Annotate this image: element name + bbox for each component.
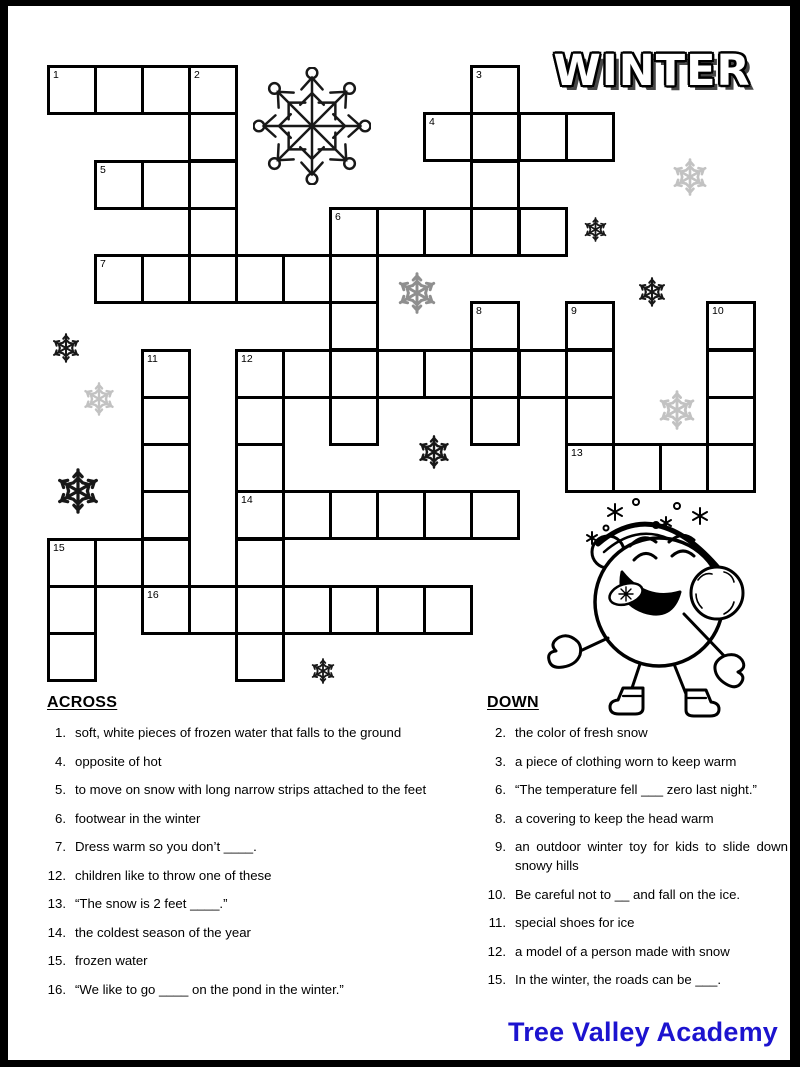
clue-text: soft, white pieces of frozen water that falls to the ground	[75, 725, 402, 740]
clue-number: 6.	[55, 810, 66, 826]
grid-cell[interactable]	[235, 443, 285, 493]
clue-number: 12.	[47, 867, 66, 883]
grid-cell[interactable]	[188, 112, 238, 162]
clue-number: 14.	[47, 924, 66, 940]
clue-text: In the winter, the roads can be ___.	[515, 972, 722, 987]
clue-item	[480, 885, 788, 904]
grid-cell[interactable]	[94, 65, 144, 115]
across-clue-list	[40, 723, 468, 999]
grid-cell[interactable]	[235, 490, 285, 540]
clue-number: 11.	[488, 915, 506, 930]
grid-cell[interactable]	[188, 207, 238, 257]
grid-cell[interactable]	[470, 112, 520, 162]
clue-item	[480, 809, 788, 828]
clue-text: special shoes for ice	[515, 915, 635, 930]
clue-text: the color of fresh snow	[515, 725, 648, 740]
page-title: WINTER	[553, 46, 751, 96]
down-clues-section	[480, 694, 788, 999]
grid-cell[interactable]	[282, 254, 332, 304]
clue-text: a model of a person made with snow	[515, 943, 730, 959]
grid-cell[interactable]	[423, 207, 473, 257]
grid-cell[interactable]	[376, 207, 426, 257]
clue-number: 13.	[47, 896, 66, 911]
grid-cell[interactable]	[235, 396, 285, 446]
grid-cell[interactable]	[329, 207, 379, 257]
cell-number: 13	[571, 447, 583, 459]
grid-cell[interactable]	[329, 490, 379, 540]
grid-cell[interactable]	[470, 160, 520, 210]
left-mitten-icon	[549, 636, 581, 668]
grid-cell[interactable]	[188, 160, 238, 210]
clue-text: “We like to go ____ on the pond in the winter.”	[75, 981, 344, 997]
clue-number: 16.	[47, 981, 66, 997]
grid-cell[interactable]	[706, 443, 756, 493]
snowflake-icon	[396, 272, 438, 314]
cell-number: 8	[476, 305, 482, 317]
clue-number: 8.	[495, 810, 506, 826]
clue-item	[40, 951, 468, 970]
grid-cell[interactable]	[141, 443, 191, 493]
grid-cell[interactable]	[188, 585, 238, 635]
clue-text: Dress warm so you don’t ____.	[75, 839, 257, 854]
clue-item	[40, 780, 468, 799]
clue-item	[40, 894, 468, 913]
clue-number: 15.	[487, 972, 506, 987]
clue-text: children like to throw one of these	[75, 867, 272, 883]
clue-number: 9.	[495, 839, 506, 854]
grid-cell[interactable]	[423, 349, 473, 399]
grid-cell[interactable]	[47, 65, 97, 115]
grid-cell[interactable]	[329, 396, 379, 446]
snowflake-icon	[657, 390, 697, 430]
grid-cell[interactable]	[423, 490, 473, 540]
grid-cell[interactable]	[518, 207, 568, 257]
clue-text: “The snow is 2 feet ____.”	[75, 896, 228, 911]
clue-item	[480, 837, 788, 875]
grid-cell[interactable]	[470, 301, 520, 351]
snowflake-icon	[310, 658, 336, 684]
grid-cell[interactable]	[94, 538, 144, 588]
grid-cell[interactable]	[188, 65, 238, 115]
snowflake-icon	[417, 435, 451, 469]
cell-number: 1	[53, 69, 59, 81]
grid-cell[interactable]	[470, 349, 520, 399]
grid-cell[interactable]	[235, 632, 285, 682]
grid-cell[interactable]	[518, 112, 568, 162]
grid-cell[interactable]	[141, 490, 191, 540]
snowflake-icon	[253, 67, 371, 185]
grid-cell[interactable]	[47, 538, 97, 588]
clue-number: 1.	[55, 725, 66, 740]
clue-text: opposite of hot	[75, 753, 162, 769]
grid-cell[interactable]	[329, 585, 379, 635]
right-mitten-icon	[715, 655, 744, 687]
grid-cell[interactable]	[470, 65, 520, 115]
clue-item	[480, 752, 788, 771]
clue-text: an outdoor winter toy for kids to slide down snowy hills	[515, 839, 788, 873]
grid-cell[interactable]	[376, 585, 426, 635]
grid-cell[interactable]	[329, 349, 379, 399]
clue-item	[40, 837, 468, 856]
snowflake-icon	[55, 468, 101, 514]
grid-cell[interactable]	[188, 254, 238, 304]
clue-item	[40, 866, 468, 885]
brand-text: Tree Valley Academy	[508, 1017, 778, 1047]
clue-text: a piece of clothing worn to keep warm	[515, 753, 737, 769]
clue-item	[40, 752, 468, 771]
clue-item	[40, 980, 468, 999]
grid-cell[interactable]	[612, 443, 662, 493]
cell-number: 10	[712, 305, 724, 317]
grid-cell[interactable]	[141, 585, 191, 635]
grid-cell[interactable]	[706, 349, 756, 399]
clue-text: to move on snow with long narrow strips attached to the feet	[75, 782, 427, 797]
grid-cell[interactable]	[565, 301, 615, 351]
grid-cell[interactable]	[659, 443, 709, 493]
clue-item	[40, 809, 468, 828]
cell-number: 4	[429, 116, 435, 128]
clue-item	[480, 723, 788, 742]
grid-cell[interactable]	[47, 632, 97, 682]
snowflake-icon	[583, 217, 608, 242]
grid-cell[interactable]	[518, 349, 568, 399]
right-earmuff-icon	[691, 567, 743, 619]
grid-cell[interactable]	[282, 490, 332, 540]
cell-number: 7	[100, 258, 106, 270]
cell-number: 11	[147, 353, 158, 365]
grid-cell[interactable]	[47, 585, 97, 635]
grid-cell[interactable]	[376, 490, 426, 540]
snowflake-icon	[51, 333, 81, 363]
grid-cell[interactable]	[282, 349, 332, 399]
grid-cell[interactable]	[470, 207, 520, 257]
across-heading: ACROSS	[47, 694, 118, 711]
across-clues-section	[40, 694, 468, 1008]
cell-number: 14	[241, 494, 253, 506]
snowflake-icon	[82, 382, 116, 416]
grid-cell[interactable]	[329, 254, 379, 304]
left-arm	[578, 638, 608, 652]
cell-number: 16	[147, 589, 159, 601]
grid-cell[interactable]	[141, 65, 191, 115]
cell-number: 3	[476, 69, 482, 81]
clue-number: 3.	[495, 753, 506, 769]
grid-cell[interactable]	[94, 160, 144, 210]
clue-number: 4.	[55, 753, 66, 769]
cell-number: 12	[241, 353, 253, 365]
cell-number: 15	[53, 542, 65, 554]
clue-number: 12.	[487, 943, 506, 959]
grid-cell[interactable]	[235, 585, 285, 635]
clue-item	[480, 942, 788, 961]
cell-number: 9	[571, 305, 577, 317]
grid-cell[interactable]	[94, 254, 144, 304]
grid-cell[interactable]	[706, 301, 756, 351]
grid-cell[interactable]	[329, 301, 379, 351]
clue-number: 6.	[495, 782, 506, 797]
clue-item	[480, 780, 788, 799]
grid-cell[interactable]	[565, 112, 615, 162]
grid-cell[interactable]	[235, 349, 285, 399]
clue-item	[40, 723, 468, 742]
clue-text: a covering to keep the head warm	[515, 810, 714, 826]
clue-text: frozen water	[75, 953, 148, 968]
clue-item	[480, 913, 788, 932]
down-heading: DOWN	[487, 694, 539, 711]
grid-cell[interactable]	[141, 254, 191, 304]
clue-number: 15.	[47, 953, 66, 968]
grid-cell[interactable]	[141, 396, 191, 446]
grid-cell[interactable]	[376, 349, 426, 399]
grid-cell[interactable]	[282, 585, 332, 635]
snowflake-icon	[637, 277, 667, 307]
clue-number: 10.	[487, 886, 506, 902]
clue-number: 2.	[495, 725, 506, 740]
grid-cell[interactable]	[235, 254, 285, 304]
grid-cell[interactable]	[565, 396, 615, 446]
grid-cell[interactable]	[565, 443, 615, 493]
cell-number: 6	[335, 211, 341, 223]
clue-text: Be careful not to __ and fall on the ice.	[515, 886, 741, 902]
grid-cell[interactable]	[470, 396, 520, 446]
grid-cell[interactable]	[235, 538, 285, 588]
down-clue-list	[480, 723, 788, 989]
grid-cell[interactable]	[565, 349, 615, 399]
clue-number: 5.	[55, 782, 66, 797]
clue-item	[480, 970, 788, 989]
grid-cell[interactable]	[141, 349, 191, 399]
grid-cell[interactable]	[706, 396, 756, 446]
clue-number: 7.	[55, 839, 66, 854]
clue-text: footwear in the winter	[75, 810, 201, 826]
right-leg	[674, 664, 686, 694]
grid-cell[interactable]	[470, 490, 520, 540]
clue-item	[40, 923, 468, 942]
clue-text: “The temperature fell ___ zero last night.”	[515, 782, 757, 797]
cell-number: 5	[100, 164, 106, 176]
grid-cell[interactable]	[141, 538, 191, 588]
grid-cell[interactable]	[141, 160, 191, 210]
grid-cell[interactable]	[423, 585, 473, 635]
snowflake-icon	[671, 158, 709, 196]
clue-text: the coldest season of the year	[75, 924, 251, 940]
grid-cell[interactable]	[423, 112, 473, 162]
cell-number: 2	[194, 69, 200, 81]
